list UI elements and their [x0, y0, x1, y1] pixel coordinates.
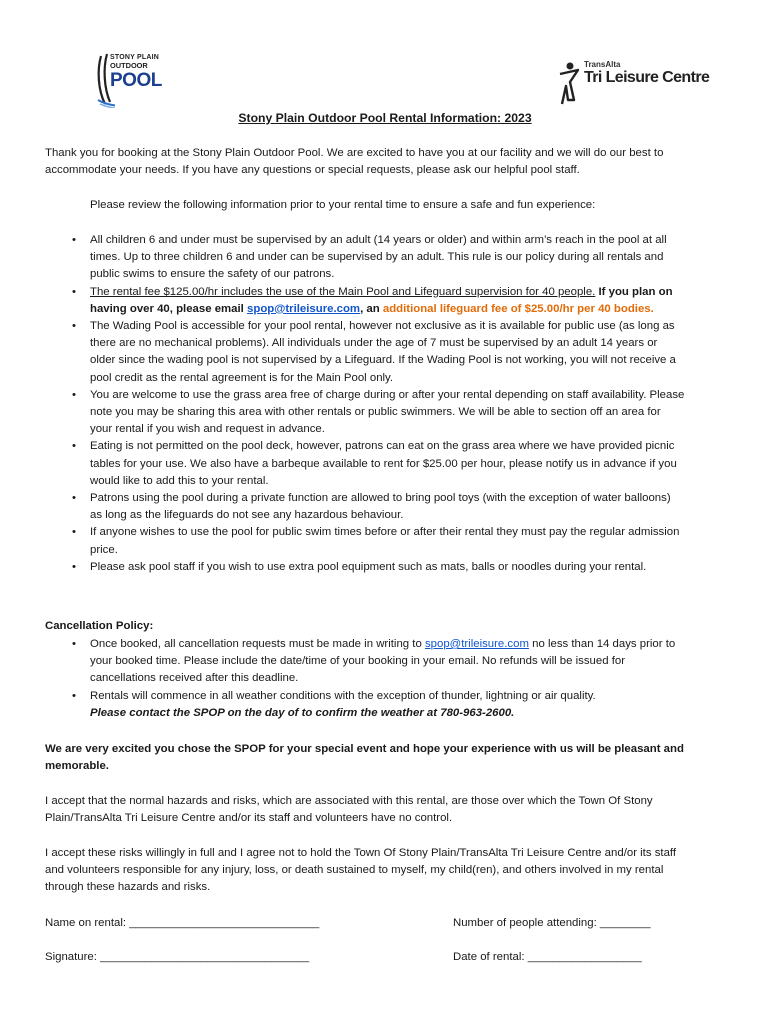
list-item: • If anyone wishes to use the pool for public swim times before or after their rental they must pay the regular admission price. — [72, 526, 680, 556]
closing-statement: We are very excited you chose the SPOP for your special event and hope your experience with us will be pleasant and memorable. — [45, 743, 684, 773]
list-item: • Once booked, all cancellation requests must be made in writing to spop@trileisure.com no less than 14 days prior to your booked time. Please include the date/time of your booking in your email. No refunds will be issued for cancellations received after this deadline. — [72, 638, 676, 685]
accept-risks-paragraph: I accept that the normal hazards and risks, which are associated with this rental, are those over which the Town Of Stony Plain/TransAlta Tri Leisure Centre and/or its staff and volunteers have no control. — [45, 795, 653, 825]
list-item: • All children 6 and under must be supervised by an adult (14 years or older) and within arm’s reach in the pool at all times. Up to three children 6 and under can be supervised by an adult. This rule is our policy during all rentals and public swims to ensure the safety of our patrons. — [72, 234, 667, 281]
list-item: • Patrons using the pool during a private function are allowed to bring pool toys (with the exception of water balloons) as long as the lifeguards do not see any hazardous behaviour. — [72, 492, 671, 522]
signature-field[interactable]: Signature: _________________________________ — [45, 951, 310, 963]
people-attending-field[interactable]: Number of people attending: ________ — [453, 917, 651, 929]
cancellation-list — [45, 636, 685, 722]
email-link[interactable]: spop@trileisure.com — [247, 302, 361, 315]
intro-paragraph: Thank you for booking at the Stony Plain Outdoor Pool. We are excited to have you at our facility and we will do our best to accommodate your needs. If you have any questions or special requests, please ask our helpful pool staff. — [45, 147, 664, 177]
stony-plain-pool-logo: STONY PLAIN OUTDOOR POOL — [95, 50, 175, 108]
date-of-rental-field[interactable]: Date of rental: __________________ — [453, 951, 642, 963]
list-item: • The Wading Pool is accessible for your pool rental, however not exclusive as it is available for public use (as long as there are no mechanical problems). All individuals under the age of 7 must be supervised by an adult 14 years or older since the wading pool is not supervised by a Lifeguard. If the Wading Pool is not working, you will not receive a pool credit as the rental agreement is for the Main Pool only. — [72, 320, 676, 384]
tri-leisure-centre-logo: TransAlta Tri Leisure Centre — [556, 60, 676, 108]
form-row-2 — [45, 949, 685, 967]
list-item: • Rentals will commence in all weather conditions with the exception of thunder, lightning or air quality. Please contact the SPOP on the day of to confirm the weather at 780-963-2600. — [72, 689, 596, 719]
list-item: • Eating is not permitted on the pool deck, however, patrons can eat on the grass area where we have provided picnic tables for your use. We also have a barbeque available to rent for $25.00 per hour, please notify us in advance if you would like to add this to your rental. — [72, 440, 677, 487]
list-item: • The rental fee $125.00/hr includes the use of the Main Pool and Lifeguard supervision for 40 people. If you plan on having over 40, please email spop@trileisure.com, an additional lifeguard fee of $25.00/hr per 40 bodies. — [72, 285, 673, 315]
cancellation-heading: Cancellation Policy: — [45, 620, 154, 632]
list-item: • Please ask pool staff if you wish to use extra pool equipment such as mats, balls or noodles during your rental. — [72, 560, 647, 573]
accept-liability-paragraph: I accept these risks willingly in full and I agree not to hold the Town Of Stony Plain/TransAlta Tri Leisure Centre and/or its staff and volunteers responsible for any injury, loss, or death sustained to myself, my child(ren), and others involved in my rental through these hazards and risks. — [45, 847, 677, 894]
form-row-1 — [45, 915, 685, 933]
swimmer-figure-icon — [556, 60, 582, 106]
email-link[interactable]: spop@trileisure.com — [424, 638, 529, 650]
list-item: • You are welcome to use the grass area free of charge during or after your rental depending on staff availability. Please note you may be sharing this area with other rentals or public swimmers. We will be able to section off an area for your rental if you wish and request in advance. — [72, 388, 685, 436]
rental-rules-list — [45, 232, 685, 576]
name-on-rental-field[interactable]: Name on rental: ______________________________ — [45, 917, 320, 929]
page-title: Stony Plain Outdoor Pool Rental Information: 2023 — [238, 111, 532, 125]
review-instruction: Please review the following information prior to your rental time to ensure a safe and fun experience: — [90, 199, 596, 211]
